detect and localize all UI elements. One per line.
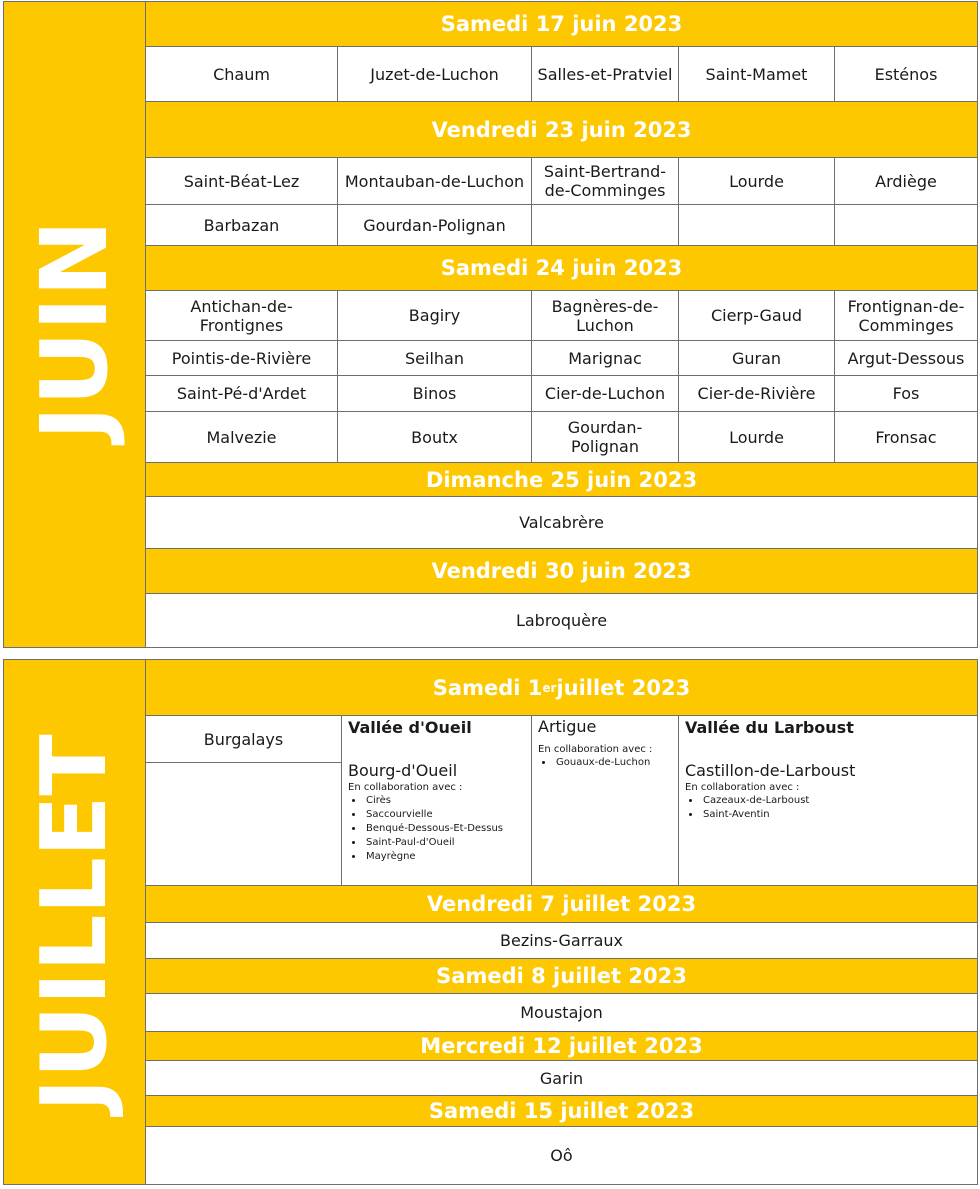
day-header-suffix: juillet 2023 <box>556 675 691 700</box>
commune-cell: Oô <box>550 1146 573 1165</box>
table-row <box>146 341 977 376</box>
table-row <box>146 994 977 1032</box>
commune-cell: Lourde <box>679 158 835 204</box>
commune-cell: Saint-Béat-Lez <box>146 158 338 204</box>
commune-cell: Fronsac <box>875 427 937 447</box>
day-header: Vendredi 7 juillet 2023 <box>146 886 977 923</box>
table-row <box>146 291 977 341</box>
commune-name: Artigue <box>538 717 597 736</box>
commune-cell: Juzet-de-Luchon <box>338 47 532 101</box>
day-header: Samedi 24 juin 2023 <box>146 246 977 291</box>
day-header-prefix: Samedi 1 <box>432 675 543 700</box>
commune-cell: Barbazan <box>146 205 338 245</box>
day-header: Samedi 8 juillet 2023 <box>146 959 977 994</box>
commune-cell: Burgalays <box>146 716 341 763</box>
commune-cell: Guran <box>679 341 835 375</box>
day-header: Vendredi 23 juin 2023 <box>146 102 977 158</box>
commune-cell: Esténos <box>874 64 938 84</box>
commune-cell: Saint-Pé-d'Ardet <box>146 376 338 411</box>
table-row <box>146 923 977 959</box>
vallee-oueil-column <box>342 716 532 885</box>
list-item: • Cirès <box>364 794 531 808</box>
collaboration-label: En collaboration avec : <box>538 744 653 755</box>
collaboration-label: En collaboration avec : <box>685 782 800 793</box>
juin-side-panel <box>4 2 146 647</box>
table-row <box>146 497 977 549</box>
list-item: • Saint-Paul-d'Oueil <box>364 836 531 850</box>
commune-cell: Saint-Mamet <box>679 47 835 101</box>
commune-cell: Garin <box>539 1068 584 1088</box>
collaboration-list <box>679 794 977 822</box>
commune-cell: Fos <box>892 384 920 403</box>
vallee-larboust-column <box>679 716 977 885</box>
list-item: • Gouaux-de-Luchon <box>554 756 678 770</box>
day-header: Samedi 17 juin 2023 <box>146 2 977 47</box>
table-row <box>146 205 977 246</box>
commune-cell: Cier-de-Luchon <box>532 376 679 411</box>
commune-cell: Valcabrère <box>519 513 604 532</box>
juillet-side-panel <box>4 660 146 1184</box>
collaboration-list <box>342 794 531 864</box>
commune-cell: Frontignan-de-Comminges <box>847 296 965 335</box>
commune-cell: Boutx <box>338 412 532 462</box>
day-header: Vendredi 30 juin 2023 <box>146 549 977 594</box>
commune-cell: Pointis-de-Rivière <box>146 341 338 375</box>
empty-cell <box>835 205 977 245</box>
list-item: • Mayrègne <box>364 850 531 864</box>
commune-name: Bourg-d'Oueil <box>348 761 458 780</box>
commune-cell: Labroquère <box>515 611 608 630</box>
juillet-section <box>3 659 978 1185</box>
commune-cell: Cierp-Gaud <box>679 291 835 340</box>
commune-cell: Chaum <box>146 47 338 101</box>
table-row <box>146 1127 977 1184</box>
commune-cell: Cier-de-Rivière <box>679 376 835 411</box>
commune-name: Castillon-de-Larboust <box>685 761 856 780</box>
empty-cell <box>679 205 835 245</box>
commune-cell: Salles-et-Pratviel <box>532 47 679 101</box>
commune-cell: Bezins-Garraux <box>500 931 623 950</box>
commune-cell: Malvezie <box>146 412 338 462</box>
day-header: Samedi 15 juillet 2023 <box>146 1096 977 1127</box>
empty-cell <box>532 205 679 245</box>
day-header: Samedi 1 er juillet 2023 <box>146 660 977 716</box>
list-item: • Saccourvielle <box>364 808 531 822</box>
commune-cell: Gourdan-Polignan <box>532 412 679 462</box>
month-label-juillet: JUILLET <box>22 734 127 1112</box>
commune-cell: Bagnères-de-Luchon <box>532 291 679 340</box>
table-row <box>146 376 977 412</box>
commune-cell: Binos <box>338 376 532 411</box>
table-row <box>146 47 977 102</box>
collaboration-label: En collaboration avec : <box>348 782 463 793</box>
day-header: Dimanche 25 juin 2023 <box>146 463 977 497</box>
commune-cell: Moustajon <box>520 1003 603 1022</box>
table-row <box>146 594 977 647</box>
commune-cell: Argut-Dessous <box>847 348 965 368</box>
day-header: Mercredi 12 juillet 2023 <box>146 1032 977 1061</box>
table-row <box>146 716 977 886</box>
list-item: • Saint-Aventin <box>701 808 977 822</box>
burgalays-column <box>146 716 342 885</box>
table-row <box>146 158 977 205</box>
artigue-column <box>532 716 679 885</box>
table-row <box>146 1061 977 1096</box>
juin-section <box>3 1 978 648</box>
table-row <box>146 412 977 463</box>
commune-cell: Seilhan <box>338 341 532 375</box>
commune-cell: Lourde <box>679 412 835 462</box>
commune-cell: Ardiège <box>875 171 937 191</box>
commune-cell: Montauban-de-Luchon <box>338 158 532 204</box>
commune-cell: Saint-Bertrand-de-Comminges <box>532 158 679 204</box>
commune-cell: Antichan-de-Frontignes <box>146 291 338 340</box>
commune-cell: Bagiry <box>338 291 532 340</box>
month-label-juin: JUIN <box>21 219 128 441</box>
commune-cell: Marignac <box>532 341 679 375</box>
valley-heading: Vallée d'Oueil <box>348 718 472 737</box>
list-item: • Cazeaux-de-Larboust <box>701 794 977 808</box>
valley-heading: Vallée du Larboust <box>685 718 854 737</box>
collaboration-list <box>532 756 678 770</box>
list-item: • Benqué-Dessous-Et-Dessus <box>364 822 531 836</box>
commune-cell: Gourdan-Polignan <box>338 205 532 245</box>
